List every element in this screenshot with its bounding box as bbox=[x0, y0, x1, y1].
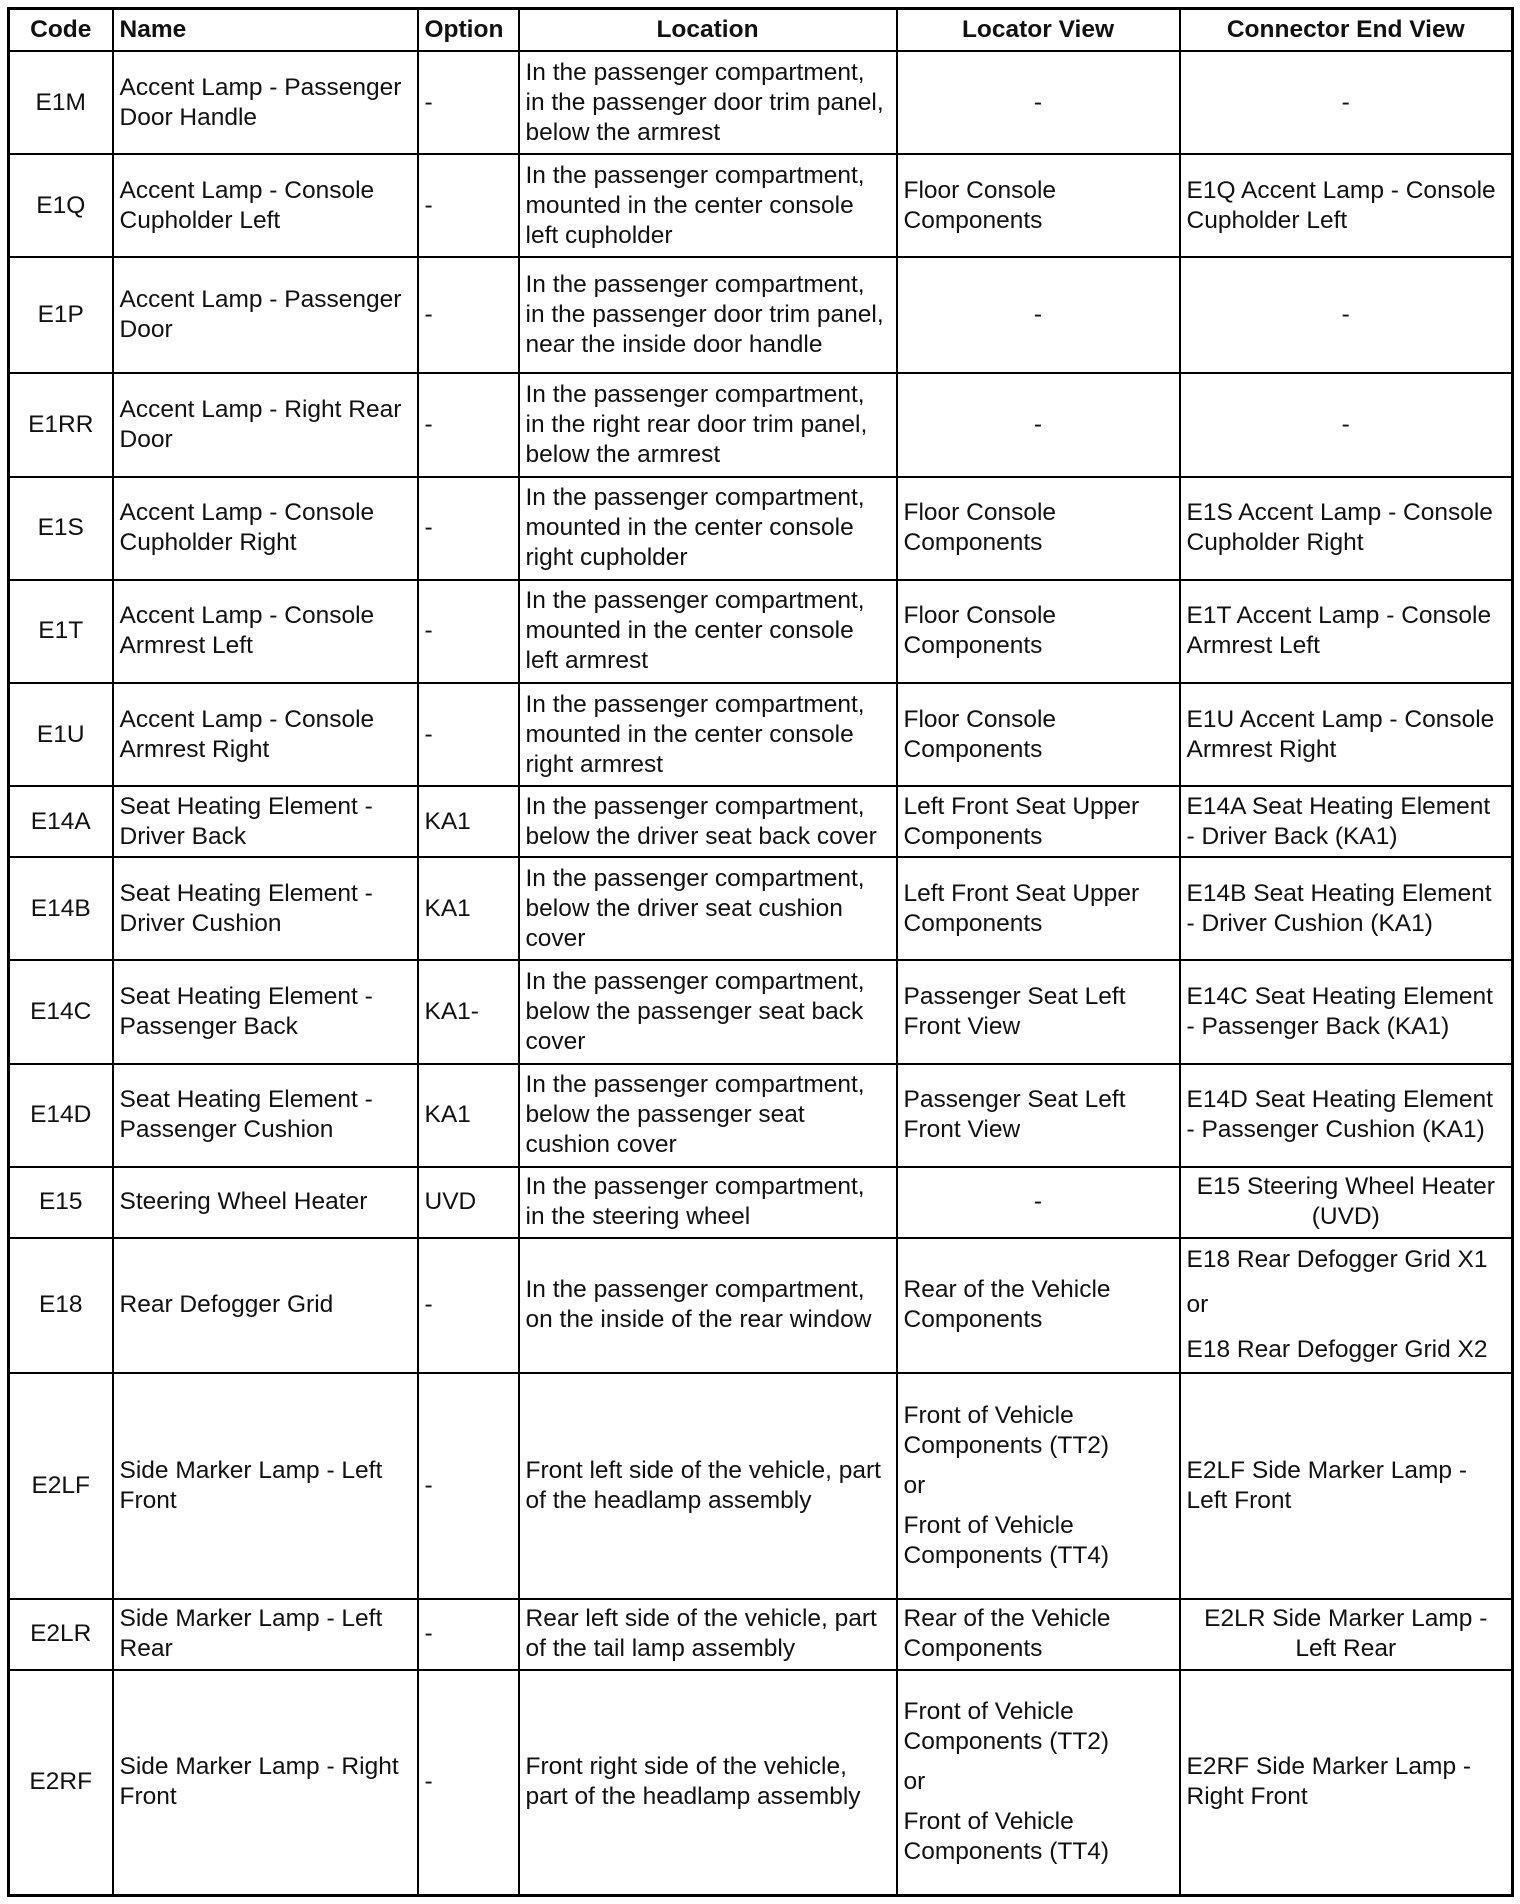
cell-connector-end-view: - bbox=[1180, 257, 1513, 373]
cell-code: E1T bbox=[9, 580, 113, 683]
cell-locator-view: Left Front Seat Upper Components bbox=[897, 786, 1180, 857]
cell-name: Seat Heating Element - Driver Back bbox=[113, 786, 418, 857]
cell-location: Front right side of the vehicle, part of the headlamp assembly bbox=[519, 1670, 897, 1896]
locator-view-option-2: Front of Vehicle Components (TT4) bbox=[903, 1511, 1110, 1569]
cell-location: In the passenger compartment, below the driver seat cushion cover bbox=[519, 857, 897, 960]
table-row bbox=[9, 683, 1513, 786]
cell-locator-view: Rear of the Vehicle Components bbox=[897, 1599, 1180, 1670]
cell-location: In the passenger compartment, in the steering wheel bbox=[519, 1167, 897, 1238]
cell-name: Rear Defogger Grid bbox=[113, 1238, 418, 1373]
table-row bbox=[9, 51, 1513, 154]
table-row bbox=[9, 1167, 1513, 1238]
cell-locator-view: Floor Console Components bbox=[897, 477, 1180, 580]
cell-code: E2RF bbox=[9, 1670, 113, 1896]
cell-location: In the passenger compartment, below the passenger seat cushion cover bbox=[519, 1064, 897, 1167]
cell-locator-view: Floor Console Components bbox=[897, 154, 1180, 257]
cell-code: E1U bbox=[9, 683, 113, 786]
locator-view-option-2: Front of Vehicle Components (TT4) bbox=[903, 1808, 1110, 1866]
header-location: Location bbox=[519, 9, 897, 52]
cell-locator-view: Passenger Seat Left Front View bbox=[897, 960, 1180, 1063]
cell-option: - bbox=[418, 1599, 519, 1670]
cell-locator-view: Passenger Seat Left Front View bbox=[897, 1064, 1180, 1167]
cell-connector-end-view: E1Q Accent Lamp - Console Cupholder Left bbox=[1180, 154, 1513, 257]
cell-name: Seat Heating Element - Passenger Cushion bbox=[113, 1064, 418, 1167]
cell-locator-view: Rear of the Vehicle Components bbox=[897, 1238, 1180, 1373]
cell-name: Seat Heating Element - Driver Cushion bbox=[113, 857, 418, 960]
cell-location: In the passenger compartment, in the passenger door trim panel, below the armrest bbox=[519, 51, 897, 154]
cell-name: Side Marker Lamp - Right Front bbox=[113, 1670, 418, 1896]
cell-connector-end-view bbox=[1180, 1238, 1513, 1373]
cell-option: - bbox=[418, 683, 519, 786]
cell-option: KA1 bbox=[418, 857, 519, 960]
cell-option: - bbox=[418, 580, 519, 683]
connector-view-or: or bbox=[1186, 1291, 1209, 1319]
cell-connector-end-view: E14C Seat Heating Element - Passenger Back (KA1) bbox=[1180, 960, 1513, 1063]
table-row bbox=[9, 786, 1513, 857]
cell-location: In the passenger compartment, mounted in the center console left cupholder bbox=[519, 154, 897, 257]
table-row bbox=[9, 1670, 1513, 1896]
cell-code: E2LR bbox=[9, 1599, 113, 1670]
header-locator-view: Locator View bbox=[897, 9, 1180, 52]
cell-location: In the passenger compartment, in the right rear door trim panel, below the armrest bbox=[519, 373, 897, 476]
table-row bbox=[9, 857, 1513, 960]
cell-option: - bbox=[418, 51, 519, 154]
cell-option: - bbox=[418, 1238, 519, 1373]
header-row bbox=[9, 9, 1513, 52]
cell-connector-end-view: E14B Seat Heating Element - Driver Cushion (KA1) bbox=[1180, 857, 1513, 960]
component-locator-table-sheet bbox=[7, 7, 1511, 1897]
cell-location: Front left side of the vehicle, part of the headlamp assembly bbox=[519, 1373, 897, 1599]
table-body bbox=[9, 51, 1513, 1896]
connector-view-option-1: E18 Rear Defogger Grid X1 bbox=[1186, 1246, 1488, 1274]
cell-name: Accent Lamp - Console Cupholder Left bbox=[113, 154, 418, 257]
cell-code: E1P bbox=[9, 257, 113, 373]
cell-location: In the passenger compartment, mounted in the center console left armrest bbox=[519, 580, 897, 683]
connector-view-option-2: E18 Rear Defogger Grid X2 bbox=[1186, 1336, 1488, 1364]
cell-connector-end-view: E2LF Side Marker Lamp - Left Front bbox=[1180, 1373, 1513, 1599]
table-row bbox=[9, 154, 1513, 257]
table-row bbox=[9, 373, 1513, 476]
cell-connector-end-view: E1S Accent Lamp - Console Cupholder Right bbox=[1180, 477, 1513, 580]
cell-code: E1RR bbox=[9, 373, 113, 476]
cell-option: KA1 bbox=[418, 786, 519, 857]
cell-name: Accent Lamp - Passenger Door bbox=[113, 257, 418, 373]
cell-option: - bbox=[418, 477, 519, 580]
table-row bbox=[9, 580, 1513, 683]
cell-code: E18 bbox=[9, 1238, 113, 1373]
cell-name: Accent Lamp - Right Rear Door bbox=[113, 373, 418, 476]
cell-connector-end-view: E2LR Side Marker Lamp - Left Rear bbox=[1180, 1599, 1513, 1670]
cell-code: E2LF bbox=[9, 1373, 113, 1599]
table-row bbox=[9, 1238, 1513, 1373]
cell-code: E1S bbox=[9, 477, 113, 580]
cell-code: E14C bbox=[9, 960, 113, 1063]
cell-option: UVD bbox=[418, 1167, 519, 1238]
cell-code: E15 bbox=[9, 1167, 113, 1238]
cell-locator-view bbox=[897, 1670, 1180, 1896]
cell-locator-view: - bbox=[897, 373, 1180, 476]
locator-view-option-1: Front of Vehicle Components (TT2) bbox=[903, 1698, 1110, 1756]
cell-connector-end-view: - bbox=[1180, 51, 1513, 154]
cell-locator-view: - bbox=[897, 51, 1180, 154]
cell-option: KA1- bbox=[418, 960, 519, 1063]
header-name: Name bbox=[113, 9, 418, 52]
cell-option: - bbox=[418, 1373, 519, 1599]
cell-option: KA1 bbox=[418, 1064, 519, 1167]
cell-locator-view: Left Front Seat Upper Components bbox=[897, 857, 1180, 960]
cell-option: - bbox=[418, 373, 519, 476]
table-row bbox=[9, 1599, 1513, 1670]
cell-connector-end-view: E14A Seat Heating Element - Driver Back (KA1) bbox=[1180, 786, 1513, 857]
header-option: Option bbox=[418, 9, 519, 52]
cell-location: In the passenger compartment, mounted in the center console right cupholder bbox=[519, 477, 897, 580]
cell-name: Accent Lamp - Console Cupholder Right bbox=[113, 477, 418, 580]
locator-view-option-1: Front of Vehicle Components (TT2) bbox=[903, 1401, 1110, 1459]
cell-code: E14A bbox=[9, 786, 113, 857]
cell-locator-view: Floor Console Components bbox=[897, 683, 1180, 786]
cell-connector-end-view: E2RF Side Marker Lamp - Right Front bbox=[1180, 1670, 1513, 1896]
cell-connector-end-view: E15 Steering Wheel Heater (UVD) bbox=[1180, 1167, 1513, 1238]
cell-location: In the passenger compartment, mounted in the center console right armrest bbox=[519, 683, 897, 786]
cell-locator-view: Floor Console Components bbox=[897, 580, 1180, 683]
cell-name: Side Marker Lamp - Left Rear bbox=[113, 1599, 418, 1670]
table-row bbox=[9, 1064, 1513, 1167]
cell-code: E1Q bbox=[9, 154, 113, 257]
cell-locator-view: - bbox=[897, 257, 1180, 373]
cell-code: E14B bbox=[9, 857, 113, 960]
locator-view-or: or bbox=[903, 1768, 926, 1796]
table-row bbox=[9, 477, 1513, 580]
cell-option: - bbox=[418, 154, 519, 257]
cell-option: - bbox=[418, 257, 519, 373]
header-code: Code bbox=[9, 9, 113, 52]
cell-code: E1M bbox=[9, 51, 113, 154]
table-row bbox=[9, 960, 1513, 1063]
cell-name: Side Marker Lamp - Left Front bbox=[113, 1373, 418, 1599]
cell-name: Steering Wheel Heater bbox=[113, 1167, 418, 1238]
table-row bbox=[9, 257, 1513, 373]
cell-name: Seat Heating Element - Passenger Back bbox=[113, 960, 418, 1063]
header-connector-end-view: Connector End View bbox=[1180, 9, 1513, 52]
table-row bbox=[9, 1373, 1513, 1599]
cell-location: In the passenger compartment, below the driver seat back cover bbox=[519, 786, 897, 857]
cell-location: Rear left side of the vehicle, part of the tail lamp assembly bbox=[519, 1599, 897, 1670]
cell-option: - bbox=[418, 1670, 519, 1896]
cell-locator-view: - bbox=[897, 1167, 1180, 1238]
cell-location: In the passenger compartment, in the passenger door trim panel, near the inside door handle bbox=[519, 257, 897, 373]
cell-connector-end-view: E1T Accent Lamp - Console Armrest Left bbox=[1180, 580, 1513, 683]
locator-view-or: or bbox=[903, 1471, 926, 1499]
cell-connector-end-view: E14D Seat Heating Element - Passenger Cushion (KA1) bbox=[1180, 1064, 1513, 1167]
cell-code: E14D bbox=[9, 1064, 113, 1167]
cell-name: Accent Lamp - Passenger Door Handle bbox=[113, 51, 418, 154]
cell-connector-end-view: E1U Accent Lamp - Console Armrest Right bbox=[1180, 683, 1513, 786]
component-locator-table bbox=[7, 7, 1514, 1897]
cell-locator-view bbox=[897, 1373, 1180, 1599]
cell-name: Accent Lamp - Console Armrest Right bbox=[113, 683, 418, 786]
cell-location: In the passenger compartment, on the inside of the rear window bbox=[519, 1238, 897, 1373]
cell-location: In the passenger compartment, below the passenger seat back cover bbox=[519, 960, 897, 1063]
table-header bbox=[9, 9, 1513, 52]
cell-connector-end-view: - bbox=[1180, 373, 1513, 476]
cell-name: Accent Lamp - Console Armrest Left bbox=[113, 580, 418, 683]
